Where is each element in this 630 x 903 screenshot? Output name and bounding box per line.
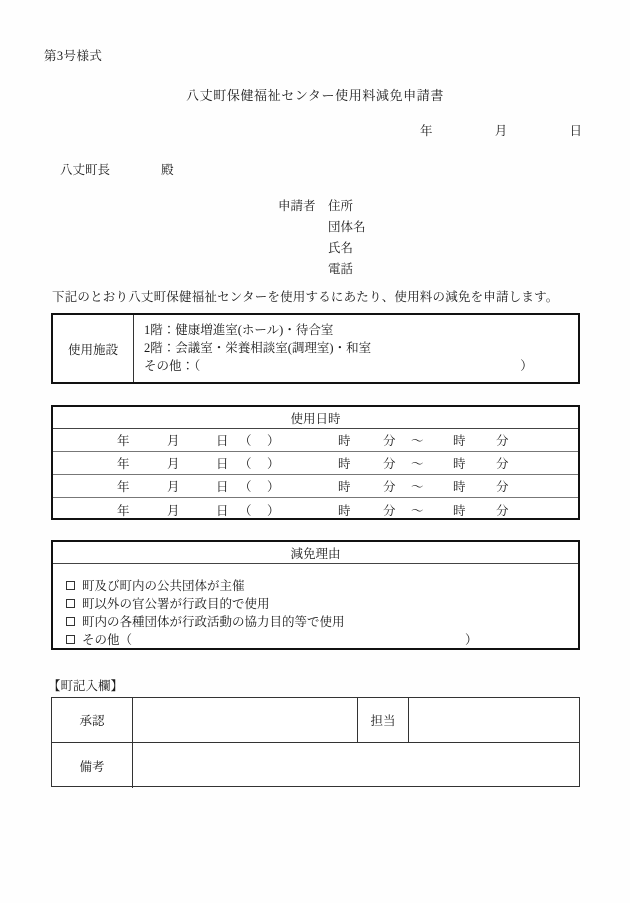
row1-day-label: 日 xyxy=(216,434,229,448)
row4-paren-close: ） xyxy=(267,503,280,518)
reason-other-paren-close: ） xyxy=(465,633,478,647)
town-office-table xyxy=(51,697,580,787)
applicant-label: 申請者 xyxy=(278,199,316,213)
row1-month-label: 月 xyxy=(167,434,180,448)
table-row[interactable] xyxy=(53,475,578,498)
row1-tilde: ～ xyxy=(411,434,424,448)
row3-end-hour: 時 xyxy=(453,480,466,494)
row4-tilde: ～ xyxy=(411,503,424,518)
table-row[interactable] xyxy=(53,498,578,521)
row2-end-hour: 時 xyxy=(453,457,466,471)
form-number: 第3号様式 xyxy=(44,49,103,63)
row4-start-minute: 分 xyxy=(383,503,396,518)
checkbox-icon[interactable] xyxy=(66,617,75,626)
row1-paren-open: （ xyxy=(239,434,252,448)
date-year-label: 年 xyxy=(420,124,433,138)
facility-options xyxy=(134,315,578,382)
checkbox-icon[interactable] xyxy=(66,635,75,644)
row3-month-label: 月 xyxy=(167,480,180,494)
addressee-name: 八丈町長 xyxy=(60,163,111,177)
row4-year-label: 年 xyxy=(117,503,130,518)
reason-label-2: 町以外の官公署が行政目的で使用 xyxy=(82,597,270,611)
applicant-block xyxy=(278,196,366,280)
note-label: 備考 xyxy=(52,743,133,788)
reduction-reason-list xyxy=(53,564,578,649)
row1-end-minute: 分 xyxy=(496,434,509,448)
town-section-label: 【町記入欄】 xyxy=(48,679,124,693)
row2-start-minute: 分 xyxy=(383,457,396,471)
approval-value[interactable] xyxy=(133,698,358,742)
approval-label: 承認 xyxy=(52,698,133,742)
row3-tilde: ～ xyxy=(411,480,424,494)
row4-day-label: 日 xyxy=(216,503,229,518)
row1-start-minute: 分 xyxy=(383,434,396,448)
usage-datetime-table xyxy=(51,405,580,520)
table-row[interactable] xyxy=(53,429,578,452)
row1-end-hour: 時 xyxy=(453,434,466,448)
row3-paren-close: ） xyxy=(267,480,280,494)
list-item[interactable] xyxy=(66,595,578,613)
reason-label-3: 町内の各種団体が行政活動の協力目的等で使用 xyxy=(82,615,345,629)
row2-month-label: 月 xyxy=(167,457,180,471)
list-item[interactable] xyxy=(66,631,578,649)
reduction-reason-header: 減免理由 xyxy=(53,542,578,564)
row2-tilde: ～ xyxy=(411,457,424,471)
facility-table xyxy=(51,313,580,384)
applicant-field-organization: 団体名 xyxy=(328,220,366,234)
facility-floor1: 1階：健康増進室(ホール)・待合室 xyxy=(144,323,334,337)
row4-end-hour: 時 xyxy=(453,503,466,518)
row3-day-label: 日 xyxy=(216,480,229,494)
list-item[interactable] xyxy=(66,577,578,595)
reduction-reason-table xyxy=(51,540,580,650)
table-row xyxy=(52,743,579,788)
facility-other-label: その他：（ xyxy=(144,359,201,373)
note-value[interactable] xyxy=(133,743,579,788)
row4-month-label: 月 xyxy=(167,503,180,518)
reason-label-4: その他（ xyxy=(82,633,133,647)
table-row xyxy=(52,698,579,743)
row2-year-label: 年 xyxy=(117,457,130,471)
applicant-field-name: 氏名 xyxy=(328,241,354,255)
charge-label: 担当 xyxy=(358,698,409,742)
row2-day-label: 日 xyxy=(216,457,229,471)
row1-paren-close: ） xyxy=(267,434,280,448)
row4-end-minute: 分 xyxy=(496,503,509,518)
row3-year-label: 年 xyxy=(117,480,130,494)
row2-end-minute: 分 xyxy=(496,457,509,471)
reason-label-1: 町及び町内の公共団体が主催 xyxy=(82,579,245,593)
addressee-honorific: 殿 xyxy=(161,163,174,177)
facility-label: 使用施設 xyxy=(53,315,134,382)
row3-start-minute: 分 xyxy=(383,480,396,494)
list-item[interactable] xyxy=(66,613,578,631)
facility-floor2: 2階：会議室・栄養相談室(調理室)・和室 xyxy=(144,341,372,355)
charge-value[interactable] xyxy=(409,698,579,742)
applicant-field-address: 住所 xyxy=(328,199,354,213)
document-title: 八丈町保健福祉センター使用料減免申請書 xyxy=(186,88,444,103)
row3-end-minute: 分 xyxy=(496,480,509,494)
checkbox-icon[interactable] xyxy=(66,599,75,608)
date-line xyxy=(420,121,582,139)
applicant-fields xyxy=(328,196,366,280)
facility-other-row xyxy=(144,357,578,375)
usage-datetime-header: 使用日時 xyxy=(53,407,578,429)
row1-start-hour: 時 xyxy=(338,434,351,448)
row3-paren-open: （ xyxy=(239,480,252,494)
date-month-label: 月 xyxy=(494,124,508,138)
date-day-label: 日 xyxy=(569,124,583,138)
row2-paren-close: ） xyxy=(267,457,280,471)
row2-paren-open: （ xyxy=(239,457,252,471)
facility-other-paren-close: ） xyxy=(520,359,533,373)
row2-start-hour: 時 xyxy=(338,457,351,471)
row4-paren-open: （ xyxy=(239,503,252,518)
applicant-field-phone: 電話 xyxy=(328,262,354,276)
checkbox-icon[interactable] xyxy=(66,581,75,590)
row4-start-hour: 時 xyxy=(338,503,351,518)
row1-year-label: 年 xyxy=(117,434,130,448)
table-row[interactable] xyxy=(53,452,578,475)
intro-sentence: 下記のとおり八丈町保健福祉センターを使用するにあたり、使用料の減免を申請します。 xyxy=(52,290,559,304)
addressee xyxy=(60,160,174,178)
row3-start-hour: 時 xyxy=(338,480,351,494)
